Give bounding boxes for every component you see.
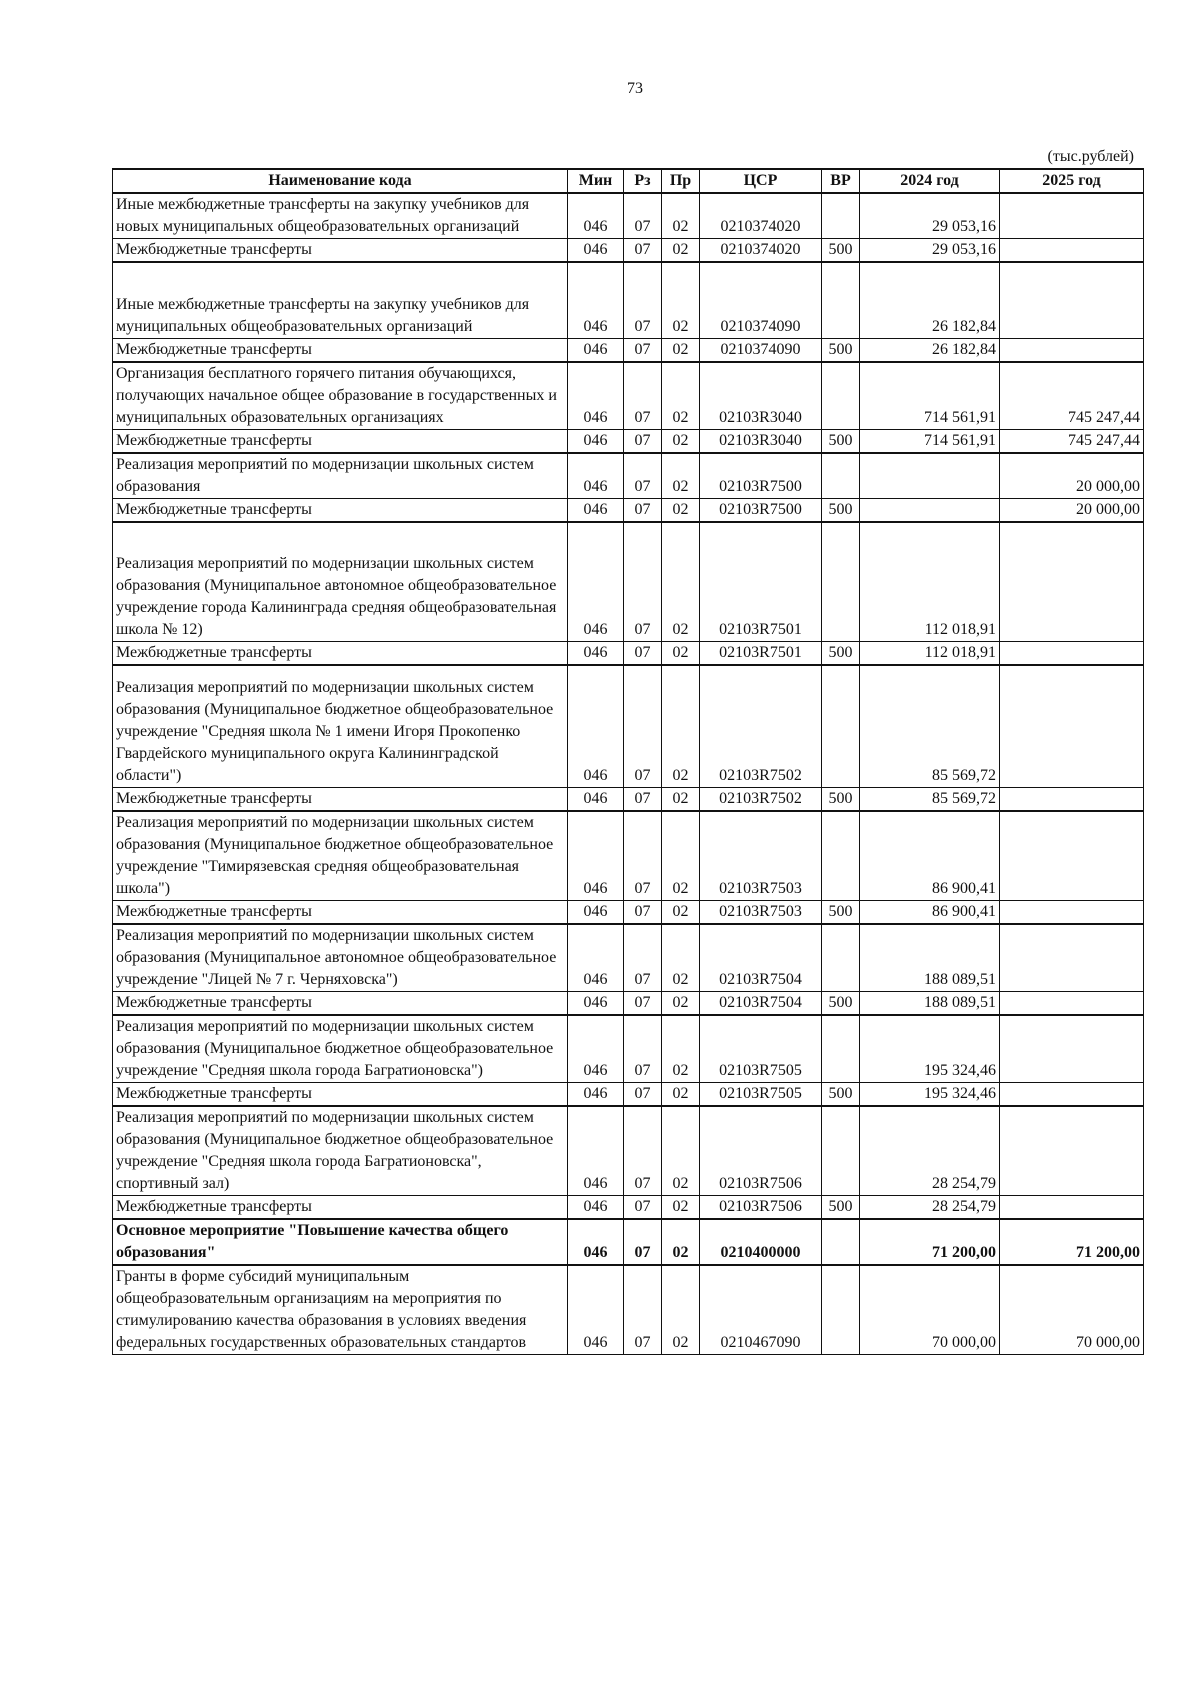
header-min: Мин xyxy=(568,169,624,193)
row-rz: 07 xyxy=(624,429,662,453)
row-vr xyxy=(822,924,860,992)
row-vr xyxy=(822,453,860,499)
row-rz: 07 xyxy=(624,1219,662,1265)
row-csr: 02103R7506 xyxy=(700,1106,822,1196)
row-min: 046 xyxy=(568,338,624,362)
row-vr: 500 xyxy=(822,991,860,1015)
units-label: (тыс.рублей) xyxy=(1047,148,1134,165)
row-vr: 500 xyxy=(822,429,860,453)
row-csr: 02103R7500 xyxy=(700,453,822,499)
row-csr: 0210374090 xyxy=(700,338,822,362)
row-2024 xyxy=(860,498,1000,522)
row-min: 046 xyxy=(568,193,624,239)
row-csr: 02103R7500 xyxy=(700,498,822,522)
row-pr: 02 xyxy=(662,338,700,362)
table-row xyxy=(113,1082,1144,1106)
row-pr: 02 xyxy=(662,362,700,430)
table-row xyxy=(113,811,1144,901)
row-rz: 07 xyxy=(624,338,662,362)
row-min: 046 xyxy=(568,924,624,992)
row-rz: 07 xyxy=(624,262,662,338)
row-2024: 70 000,00 xyxy=(860,1265,1000,1355)
row-vr xyxy=(822,1015,860,1083)
row-2024: 195 324,46 xyxy=(860,1082,1000,1106)
table-row xyxy=(113,522,1144,642)
row-name: Реализация мероприятий по модернизации школьных систем образования (Муниципальное бюджетное общеобразовательное учреждение "Тимирязевская средняя общеобразовательная школа") xyxy=(113,811,568,901)
row-name: Реализация мероприятий по модернизации школьных систем образования (Муниципальное автономное общеобразовательное учреждение "Лицей № 7 г. Черняховска") xyxy=(113,924,568,992)
row-2024: 28 254,79 xyxy=(860,1195,1000,1219)
row-pr: 02 xyxy=(662,522,700,642)
row-name: Иные межбюджетные трансферты на закупку учебников для муниципальных общеобразовательных организаций xyxy=(113,262,568,338)
row-csr: 02103R7506 xyxy=(700,1195,822,1219)
row-name: Реализация мероприятий по модернизации школьных систем образования (Муниципальное бюджетное общеобразовательное учреждение "Средняя школа № 1 имени Игоря Прокопенко Гвардейского муниципального округа Калининградской области") xyxy=(113,665,568,787)
row-pr: 02 xyxy=(662,642,700,666)
table-row xyxy=(113,1106,1144,1196)
row-pr: 02 xyxy=(662,665,700,787)
row-vr xyxy=(822,665,860,787)
row-pr: 02 xyxy=(662,991,700,1015)
budget-table xyxy=(112,168,1144,1355)
row-vr xyxy=(822,522,860,642)
row-vr: 500 xyxy=(822,498,860,522)
row-pr: 02 xyxy=(662,193,700,239)
header-rz: Рз xyxy=(624,169,662,193)
row-vr xyxy=(822,362,860,430)
row-pr: 02 xyxy=(662,1082,700,1106)
row-vr xyxy=(822,1265,860,1355)
row-min: 046 xyxy=(568,787,624,811)
row-pr: 02 xyxy=(662,1106,700,1196)
row-csr: 0210400000 xyxy=(700,1219,822,1265)
row-rz: 07 xyxy=(624,811,662,901)
row-2024 xyxy=(860,453,1000,499)
row-name: Основное мероприятие "Повышение качества общего образования" xyxy=(113,1219,568,1265)
table-row xyxy=(113,429,1144,453)
row-2024: 29 053,16 xyxy=(860,239,1000,263)
row-vr xyxy=(822,811,860,901)
row-csr: 02103R7501 xyxy=(700,642,822,666)
row-csr: 02103R7503 xyxy=(700,900,822,924)
row-name: Межбюджетные трансферты xyxy=(113,900,568,924)
row-name: Иные межбюджетные трансферты на закупку учебников для новых муниципальных общеобразовательных организаций xyxy=(113,193,568,239)
table-row xyxy=(113,1265,1144,1355)
table-row xyxy=(113,338,1144,362)
row-2025: 71 200,00 xyxy=(1000,1219,1144,1265)
table-header-row xyxy=(113,169,1144,193)
row-rz: 07 xyxy=(624,522,662,642)
row-vr xyxy=(822,193,860,239)
row-pr: 02 xyxy=(662,787,700,811)
row-rz: 07 xyxy=(624,1265,662,1355)
row-vr: 500 xyxy=(822,338,860,362)
header-name: Наименование кода xyxy=(113,169,568,193)
row-2025 xyxy=(1000,1015,1144,1083)
row-rz: 07 xyxy=(624,1195,662,1219)
row-min: 046 xyxy=(568,1195,624,1219)
row-2024: 85 569,72 xyxy=(860,665,1000,787)
row-csr: 0210374020 xyxy=(700,239,822,263)
row-vr xyxy=(822,1106,860,1196)
row-rz: 07 xyxy=(624,193,662,239)
table-row xyxy=(113,1015,1144,1083)
row-2024: 112 018,91 xyxy=(860,642,1000,666)
row-name: Реализация мероприятий по модернизации школьных систем образования (Муниципальное бюджетное общеобразовательное учреждение "Средняя школа города Багратионовска") xyxy=(113,1015,568,1083)
row-2024: 71 200,00 xyxy=(860,1219,1000,1265)
row-pr: 02 xyxy=(662,1195,700,1219)
row-name: Межбюджетные трансферты xyxy=(113,498,568,522)
table-row xyxy=(113,642,1144,666)
row-csr: 02103R3040 xyxy=(700,429,822,453)
row-name: Межбюджетные трансферты xyxy=(113,642,568,666)
row-2025 xyxy=(1000,1195,1144,1219)
row-2025 xyxy=(1000,787,1144,811)
row-min: 046 xyxy=(568,429,624,453)
row-vr: 500 xyxy=(822,1195,860,1219)
row-2025 xyxy=(1000,338,1144,362)
row-2024: 26 182,84 xyxy=(860,338,1000,362)
row-2024: 714 561,91 xyxy=(860,429,1000,453)
row-csr: 02103R7504 xyxy=(700,991,822,1015)
row-rz: 07 xyxy=(624,239,662,263)
row-2024: 112 018,91 xyxy=(860,522,1000,642)
row-2025 xyxy=(1000,900,1144,924)
row-2025 xyxy=(1000,1082,1144,1106)
row-rz: 07 xyxy=(624,1082,662,1106)
row-min: 046 xyxy=(568,665,624,787)
table-row xyxy=(113,991,1144,1015)
row-2024: 195 324,46 xyxy=(860,1015,1000,1083)
row-2025: 20 000,00 xyxy=(1000,498,1144,522)
row-2024: 86 900,41 xyxy=(860,811,1000,901)
row-vr: 500 xyxy=(822,642,860,666)
row-vr: 500 xyxy=(822,239,860,263)
row-csr: 02103R7504 xyxy=(700,924,822,992)
row-csr: 02103R7502 xyxy=(700,665,822,787)
row-rz: 07 xyxy=(624,924,662,992)
row-pr: 02 xyxy=(662,924,700,992)
row-2024: 85 569,72 xyxy=(860,787,1000,811)
row-pr: 02 xyxy=(662,1015,700,1083)
row-min: 046 xyxy=(568,1106,624,1196)
row-rz: 07 xyxy=(624,362,662,430)
row-name: Межбюджетные трансферты xyxy=(113,338,568,362)
row-csr: 02103R7505 xyxy=(700,1082,822,1106)
row-min: 046 xyxy=(568,1082,624,1106)
row-min: 046 xyxy=(568,900,624,924)
row-pr: 02 xyxy=(662,262,700,338)
row-vr: 500 xyxy=(822,787,860,811)
row-2025 xyxy=(1000,811,1144,901)
row-min: 046 xyxy=(568,1265,624,1355)
row-rz: 07 xyxy=(624,642,662,666)
row-rz: 07 xyxy=(624,1015,662,1083)
row-vr xyxy=(822,1219,860,1265)
row-2024: 29 053,16 xyxy=(860,193,1000,239)
row-csr: 02103R3040 xyxy=(700,362,822,430)
row-2025 xyxy=(1000,642,1144,666)
row-pr: 02 xyxy=(662,811,700,901)
row-name: Межбюджетные трансферты xyxy=(113,991,568,1015)
row-name: Реализация мероприятий по модернизации школьных систем образования xyxy=(113,453,568,499)
row-2025 xyxy=(1000,522,1144,642)
row-2025 xyxy=(1000,665,1144,787)
row-vr: 500 xyxy=(822,1082,860,1106)
row-min: 046 xyxy=(568,522,624,642)
row-name: Межбюджетные трансферты xyxy=(113,239,568,263)
row-2025: 20 000,00 xyxy=(1000,453,1144,499)
row-min: 046 xyxy=(568,642,624,666)
row-2025: 745 247,44 xyxy=(1000,429,1144,453)
row-pr: 02 xyxy=(662,1219,700,1265)
row-csr: 02103R7502 xyxy=(700,787,822,811)
row-vr xyxy=(822,262,860,338)
row-2025: 745 247,44 xyxy=(1000,362,1144,430)
row-2025 xyxy=(1000,193,1144,239)
row-csr: 0210374020 xyxy=(700,193,822,239)
row-2025 xyxy=(1000,262,1144,338)
row-2024: 28 254,79 xyxy=(860,1106,1000,1196)
table-row xyxy=(113,498,1144,522)
header-pr: Пр xyxy=(662,169,700,193)
row-name: Межбюджетные трансферты xyxy=(113,787,568,811)
header-2025: 2025 год xyxy=(1000,169,1144,193)
row-2024: 188 089,51 xyxy=(860,924,1000,992)
row-2025 xyxy=(1000,1106,1144,1196)
header-2024: 2024 год xyxy=(860,169,1000,193)
row-min: 046 xyxy=(568,362,624,430)
row-csr: 0210467090 xyxy=(700,1265,822,1355)
row-2024: 714 561,91 xyxy=(860,362,1000,430)
table-row xyxy=(113,262,1144,338)
table-row xyxy=(113,900,1144,924)
row-min: 046 xyxy=(568,262,624,338)
row-rz: 07 xyxy=(624,453,662,499)
row-rz: 07 xyxy=(624,900,662,924)
row-vr: 500 xyxy=(822,900,860,924)
row-csr: 02103R7501 xyxy=(700,522,822,642)
row-name: Гранты в форме субсидий муниципальным общеобразовательным организациям на мероприятия по стимулированию качества образования в условиях введения федеральных государственных образовательных стандартов xyxy=(113,1265,568,1355)
header-vr: ВР xyxy=(822,169,860,193)
row-min: 046 xyxy=(568,811,624,901)
row-pr: 02 xyxy=(662,498,700,522)
row-2025 xyxy=(1000,991,1144,1015)
table-row xyxy=(113,239,1144,263)
row-2025 xyxy=(1000,924,1144,992)
table-row xyxy=(113,362,1144,430)
row-name: Межбюджетные трансферты xyxy=(113,1082,568,1106)
row-pr: 02 xyxy=(662,429,700,453)
row-rz: 07 xyxy=(624,991,662,1015)
table-row xyxy=(113,193,1144,239)
row-pr: 02 xyxy=(662,900,700,924)
row-csr: 02103R7505 xyxy=(700,1015,822,1083)
table-row xyxy=(113,453,1144,499)
row-2025: 70 000,00 xyxy=(1000,1265,1144,1355)
table-row xyxy=(113,1195,1144,1219)
row-min: 046 xyxy=(568,498,624,522)
row-min: 046 xyxy=(568,991,624,1015)
header-csr: ЦСР xyxy=(700,169,822,193)
row-2025 xyxy=(1000,239,1144,263)
row-pr: 02 xyxy=(662,453,700,499)
row-2024: 26 182,84 xyxy=(860,262,1000,338)
row-name: Межбюджетные трансферты xyxy=(113,429,568,453)
row-csr: 02103R7503 xyxy=(700,811,822,901)
row-rz: 07 xyxy=(624,1106,662,1196)
row-min: 046 xyxy=(568,1219,624,1265)
row-rz: 07 xyxy=(624,665,662,787)
table-row xyxy=(113,787,1144,811)
page-number: 73 xyxy=(627,80,643,97)
row-name: Межбюджетные трансферты xyxy=(113,1195,568,1219)
row-name: Реализация мероприятий по модернизации школьных систем образования (Муниципальное автономное общеобразовательное учреждение города Калининграда средняя общеобразовательная школа № 12) xyxy=(113,522,568,642)
row-rz: 07 xyxy=(624,498,662,522)
table-row xyxy=(113,924,1144,992)
table-row xyxy=(113,665,1144,787)
row-name: Реализация мероприятий по модернизации школьных систем образования (Муниципальное бюджетное общеобразовательное учреждение "Средняя школа города Багратионовска", спортивный зал) xyxy=(113,1106,568,1196)
row-csr: 0210374090 xyxy=(700,262,822,338)
row-pr: 02 xyxy=(662,1265,700,1355)
row-name: Организация бесплатного горячего питания обучающихся, получающих начальное общее образование в государственных и муниципальных образовательных организациях xyxy=(113,362,568,430)
row-2024: 86 900,41 xyxy=(860,900,1000,924)
row-min: 046 xyxy=(568,239,624,263)
row-min: 046 xyxy=(568,1015,624,1083)
row-min: 046 xyxy=(568,453,624,499)
row-pr: 02 xyxy=(662,239,700,263)
row-rz: 07 xyxy=(624,787,662,811)
table-row xyxy=(113,1219,1144,1265)
row-2024: 188 089,51 xyxy=(860,991,1000,1015)
